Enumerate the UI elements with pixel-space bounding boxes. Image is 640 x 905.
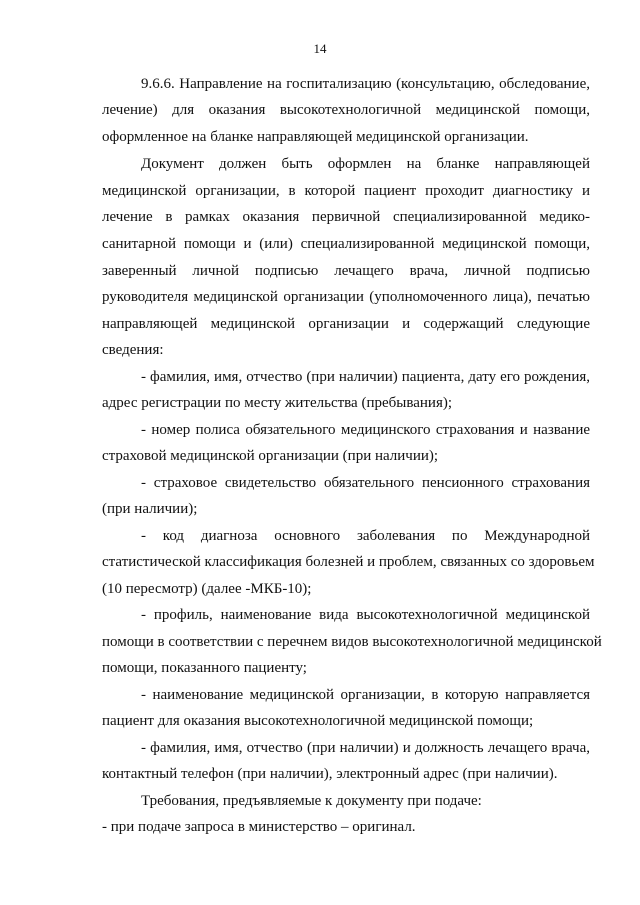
text-line: помощи, показанного пациенту; [102, 660, 307, 676]
text-line: направляющей медицинской организации и содержащий следующие [102, 316, 590, 332]
text-line: лечение) для оказания высокотехнологичной медицинской помощи, [102, 102, 590, 118]
text-line: 9.6.6. Направление на госпитализацию (консультацию, обследование, [141, 76, 590, 92]
text-line: (при наличии); [102, 501, 198, 517]
text-line: - при подаче запроса в министерство – оригинал. [102, 819, 416, 835]
text-line: Требования, предъявляемые к документу при подаче: [141, 793, 482, 809]
text-line: контактный телефон (при наличии), электронный адрес (при наличии). [102, 766, 558, 782]
text-line: статистической классификация болезней и проблем, связанных со здоровьем [102, 554, 595, 570]
text-line: адрес регистрации по месту жительства (пребывания); [102, 395, 453, 411]
text-line: заверенный личной подписью лечащего врача, личной подписью [102, 263, 590, 279]
text-line: оформленное на бланке направляющей медицинской организации. [102, 129, 529, 145]
text-line: - наименование медицинской организации, в которую направляется [141, 687, 590, 703]
text-line: - профиль, наименование вида высокотехнологичной медицинской [141, 607, 590, 623]
text-line: руководителя медицинской организации (уполномоченного лица), печатью [102, 289, 590, 305]
text-line: - страховое свидетельство обязательного пенсионного страхования [141, 475, 590, 491]
text-line: медицинской организации, в которой пациент проходит диагностику и [102, 183, 590, 199]
text-line: - фамилия, имя, отчество (при наличии) и должность лечащего врача, [141, 740, 590, 756]
text-line: - код диагноза основного заболевания по Международной [141, 528, 590, 544]
text-line: сведения: [102, 342, 164, 358]
page-number: 14 [313, 41, 327, 56]
text-line: лечение в рамках оказания первичной специализированной медико- [102, 209, 590, 225]
text-line: пациент для оказания высокотехнологичной медицинской помощи; [102, 713, 534, 729]
text-line: санитарной помощи и (или) специализированной медицинской помощи, [102, 236, 590, 252]
text-line: Документ должен быть оформлен на бланке направляющей [141, 156, 590, 172]
text-line: страховой медицинской организации (при наличии); [102, 448, 439, 464]
text-line: - фамилия, имя, отчество (при наличии) пациента, дату его рождения, [141, 369, 590, 385]
text-line: (10 пересмотр) (далее -МКБ-10); [102, 581, 312, 597]
text-line: - номер полиса обязательного медицинского страхования и название [141, 422, 590, 438]
text-line: помощи в соответствии с перечнем видов высокотехнологичной медицинской [102, 634, 602, 650]
